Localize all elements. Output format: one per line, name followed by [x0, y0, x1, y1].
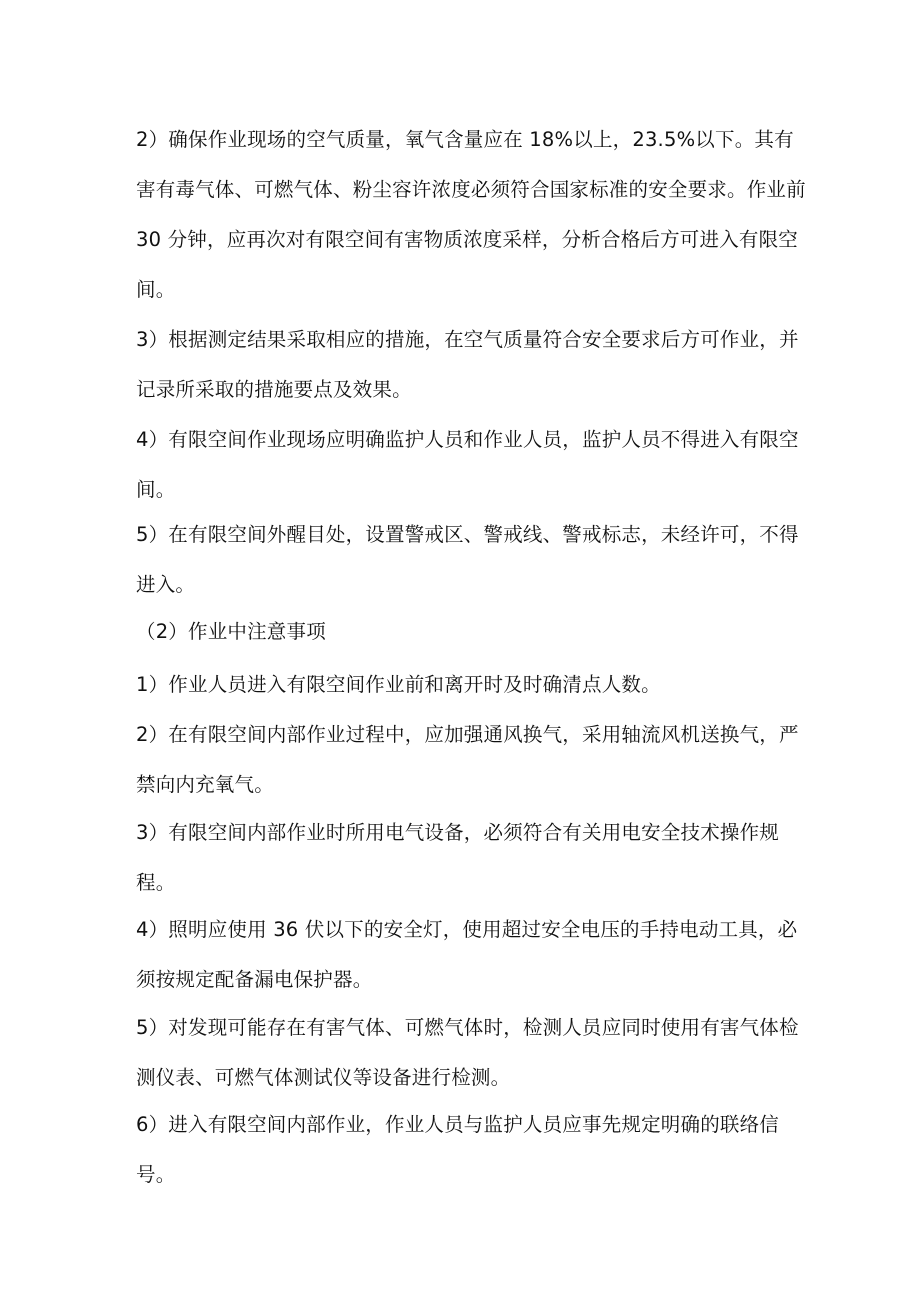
paragraph-headcount: 1）作业人员进入有限空间作业前和离开时及时确清点人数。 [136, 673, 661, 696]
section-heading-during-work: （2）作业中注意事项 [136, 620, 326, 643]
paragraph-lighting: 4）照明应使用 36 伏以下的安全灯，使用超过安全电压的手持电动工具，必须按规定配备漏电保护器。 [136, 918, 798, 991]
paragraph-electrical: 3）有限空间内部作业时所用电气设备，必须符合有关用电安全技术操作规程。 [136, 821, 780, 894]
paragraph-gas-detection: 5）对发现可能存在有害气体、可燃气体时，检测人员应同时使用有害气体检测仪表、可燃气体测试仪等设备进行检测。 [136, 1016, 799, 1089]
paragraph-measures: 3）根据测定结果采取相应的措施，在空气质量符合安全要求后方可作业，并记录所采取的措施要点及效果。 [136, 328, 799, 401]
paragraph-air-quality: 2）确保作业现场的空气质量，氧气含量应在 18%以上，23.5%以下。其有害有毒气体、可燃气体、粉尘容许浓度必须符合国家标准的安全要求。作业前 30 分钟，应再次对有限空间有害物质浓度采样，分析合格后方可进入有限空间。 [136, 128, 813, 301]
paragraph-supervisor: 4）有限空间作业现场应明确监护人员和作业人员，监护人员不得进入有限空间。 [136, 428, 799, 501]
paragraph-signals: 6）进入有限空间内部作业，作业人员与监护人员应事先规定明确的联络信号。 [136, 1113, 780, 1186]
paragraph-warning-zone: 5）在有限空间外醒目处，设置警戒区、警戒线、警戒标志，未经许可，不得进入。 [136, 523, 799, 596]
paragraph-ventilation: 2）在有限空间内部作业过程中，应加强通风换气，采用轴流风机送换气，严禁向内充氧气。 [136, 723, 799, 796]
